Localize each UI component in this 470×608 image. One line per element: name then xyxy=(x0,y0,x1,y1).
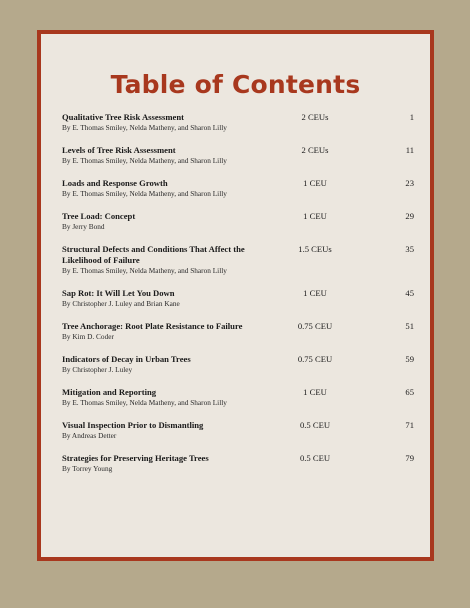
entry-title[interactable]: Structural Defects and Conditions That Affect the Likelihood of Failure xyxy=(62,244,245,265)
toc-entry[interactable] xyxy=(62,244,414,276)
entry-ceu: 2 CEUs xyxy=(301,145,329,155)
entry-author: By E. Thomas Smiley, Nelda Matheny, and Sharon Lilly xyxy=(62,123,227,132)
toc-entry[interactable] xyxy=(62,354,414,375)
entry-author: By Andreas Detter xyxy=(62,431,117,440)
entry-ceu: 2 CEUs xyxy=(301,112,329,122)
toc-entry[interactable] xyxy=(62,288,414,309)
entry-title[interactable]: Visual Inspection Prior to Dismantling xyxy=(62,420,204,430)
entry-title[interactable]: Indicators of Decay in Urban Trees xyxy=(62,354,191,364)
toc-entry[interactable] xyxy=(62,178,414,199)
entry-title[interactable]: Sap Rot: It Will Let You Down xyxy=(62,288,175,298)
entry-ceu: 1 CEU xyxy=(303,178,327,188)
toc-entry[interactable] xyxy=(62,453,414,474)
entry-page-number: 65 xyxy=(405,387,414,397)
entry-title[interactable]: Tree Load: Concept xyxy=(62,211,136,221)
entry-ceu: 0.5 CEU xyxy=(299,420,331,430)
entry-title[interactable]: Levels of Tree Risk Assessment xyxy=(62,145,176,155)
entry-ceu: 1.5 CEUs xyxy=(298,244,332,254)
entry-ceu: 1 CEU xyxy=(303,288,327,298)
entry-ceu: 1 CEU xyxy=(303,211,327,221)
entry-page-number: 71 xyxy=(405,420,414,430)
entry-page-number: 29 xyxy=(405,211,414,221)
entry-page-number: 59 xyxy=(405,354,414,364)
entry-author: By E. Thomas Smiley, Nelda Matheny, and Sharon Lilly xyxy=(62,189,227,198)
entry-page-number: 79 xyxy=(405,453,414,463)
entry-author: By Christopher J. Luley and Brian Kane xyxy=(62,299,180,308)
toc-entry[interactable] xyxy=(62,420,414,441)
toc-entry[interactable] xyxy=(62,321,414,342)
entry-title[interactable]: Qualitative Tree Risk Assessment xyxy=(62,112,184,122)
entry-ceu: 0.5 CEU xyxy=(299,453,331,463)
entry-title[interactable]: Mitigation and Reporting xyxy=(62,387,157,397)
toc-frame xyxy=(37,30,434,561)
entry-page-number: 1 xyxy=(409,112,414,122)
entry-ceu: 1 CEU xyxy=(303,387,327,397)
toc-list xyxy=(62,112,414,486)
toc-entry[interactable] xyxy=(62,112,414,133)
entry-author: By E. Thomas Smiley, Nelda Matheny, and Sharon Lilly xyxy=(62,156,227,165)
entry-page-number: 45 xyxy=(405,288,414,298)
entry-page-number: 23 xyxy=(405,178,414,188)
entry-author: By Kim D. Coder xyxy=(62,332,114,341)
toc-entry[interactable] xyxy=(62,211,414,232)
entry-ceu: 0.75 CEU xyxy=(297,321,333,331)
entry-author: By E. Thomas Smiley, Nelda Matheny, and Sharon Lilly xyxy=(62,266,227,275)
entry-author: By Jerry Bond xyxy=(62,222,105,231)
entry-page-number: 35 xyxy=(405,244,414,254)
entry-title[interactable]: Tree Anchorage: Root Plate Resistance to Failure xyxy=(62,321,243,331)
page-title: Table of Contents xyxy=(110,70,361,99)
entry-author: By E. Thomas Smiley, Nelda Matheny, and Sharon Lilly xyxy=(62,398,227,407)
entry-author: By Torrey Young xyxy=(62,464,113,473)
toc-entry[interactable] xyxy=(62,387,414,408)
entry-author: By Christopher J. Luley xyxy=(62,365,133,374)
entry-title[interactable]: Strategies for Preserving Heritage Trees xyxy=(62,453,209,463)
entry-title[interactable]: Loads and Response Growth xyxy=(62,178,168,188)
toc-entry[interactable] xyxy=(62,145,414,166)
entry-page-number: 51 xyxy=(405,321,414,331)
entry-ceu: 0.75 CEU xyxy=(297,354,333,364)
entry-page-number: 11 xyxy=(405,145,414,155)
